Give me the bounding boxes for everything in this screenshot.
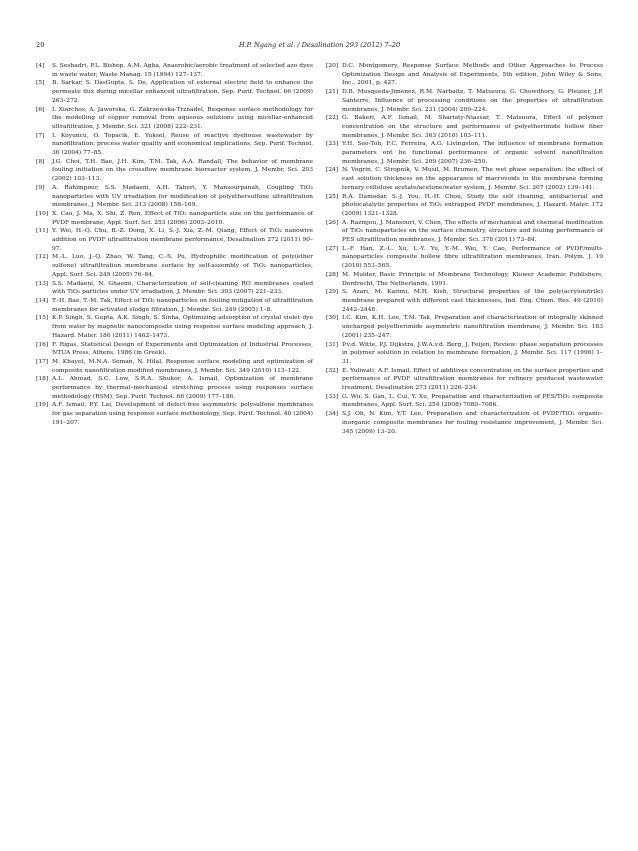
reference-number: [14] (36, 296, 49, 304)
reference-text: G. Bakeri, A.F. Ismail, M. Shariaty-Niassar, T. Matsuura, Effect of polymer concentration on the structure and performance of polyetherimide hollow fiber membranes, J. Membr. Sci. 363 (2010) 103–111. (342, 114, 603, 139)
reference-text: T.-H. Bae, T.-M. Tak, Effect of TiO₂ nanoparticles on fouling mitigation of ultrafiltration membranes for activated sludge filtration, J. Membr. Sci. 249 (2005) 1–8. (52, 296, 313, 313)
reference-number: [31] (326, 340, 339, 348)
reference-text: K.P. Singh, S. Gupta, A.K. Singh, S. Sinha, Optimizing adsorption of crystal violet dye from water by magnetic nanocomposite using response surface modeling approach, J. Hazard. Mater. 186 (2011) 1462–1473. (52, 314, 313, 339)
reference-number: [4] (36, 62, 45, 69)
reference-entry (36, 280, 313, 297)
reference-text: G. Wu, S. Gan, L. Cui, Y. Xu, Preparation and characterization of PES/TiO₂ composite membranes, Appl. Surf. Sci. 254 (2008) 7080–7086. (342, 392, 603, 409)
reference-entry (326, 62, 603, 88)
reference-number: [12] (36, 253, 49, 261)
reference-number: [10] (36, 209, 49, 217)
references-right-column (326, 62, 603, 436)
reference-text: E. Yuliwati, A.F. Ismail, Effect of additives concentration on the surface properties and performance of PVDF ultrafiltration membranes for refinery produced wastewater treatment, Desalination 273 (2011) 226–234. (342, 366, 603, 392)
reference-entry (36, 297, 313, 314)
reference-text: S.S. Madaeni, N. Ghaemi, Characterization of self-cleaning RO membranes coated with TiO₂ particles under UV irradiation, J. Membr. Sci. 303 (2007) 221–233. (52, 279, 313, 296)
reference-number: [9] (36, 183, 45, 191)
reference-entry (326, 288, 603, 314)
reference-entry (326, 271, 603, 288)
reference-text: M.-L. Luo, J.-Q. Zhao, W. Tang, C.-S. Pu, Hydrophilic modification of poly(ether sulfone) ultrafiltration membrane surface by self-assembly of TiO₂ nanoparticles, Appl. Surf. Sci. 249 (2005) 76–84. (52, 253, 313, 278)
reference-text: S. Seshadri, P.L. Bishop, A.M. Agha, Anaerobic/aerobic treatment of selected azo dyes in waste water, Waste Manag. 15 (1994) 127–137. (52, 62, 313, 78)
reference-number: [27] (326, 244, 339, 252)
reference-entry (326, 314, 603, 340)
reference-text: Y.H. See-Toh, F.C. Ferreira, A.G. Livingston, The influence of membrane formation parameters ont he functional performance of organic solvent nanofiltration membranes, J. Membr. Sci. 209 (2007) 236–250. (342, 140, 603, 165)
reference-entry (36, 79, 313, 105)
reference-number: [13] (36, 279, 49, 287)
reference-number: [26] (326, 218, 339, 226)
reference-number: [20] (326, 62, 339, 69)
reference-entry (36, 375, 313, 401)
reference-text: A.F. Ismail, P.Y. Lai, Development of defect-free asymmetric polysulfone membranes for gas separation using response surface methodology, Sep. Purif. Technol. 40 (2004) 191–207. (52, 401, 313, 426)
reference-number: [7] (36, 131, 45, 139)
reference-entry (36, 341, 313, 358)
running-title: H.P. Ngang et al. / Desalination 293 (2012) 7–20 (238, 41, 401, 49)
reference-text: J.G. Choi, T.H. Bae, J.H. Kim, T.M. Tak, A.A. Randall, The behavior of membrane fouling initiation on the crossflow membrane bioreactor system, J. Membr. Sci. 203 (2002) 103–113. (52, 157, 313, 183)
reference-text: D.B. Mosqueda-Jimenez, R.M. Narbaitz, T. Matsuura, G. Chowdhury, G. Pleizier, J.P. Santerre, Influence of processing conditions on the properties of ultrafiltration membranes, J. Membr. Sci. 231 (2004) 209–224. (342, 88, 603, 113)
reference-number: [32] (326, 366, 339, 374)
reference-entry (36, 314, 313, 340)
reference-number: [33] (326, 392, 339, 400)
reference-text: Y. Wei, H.-Q. Chu, B.-Z. Dong, X. Li, S.-J. Xia, Z.-M. Qiang, Effect of TiO₂ nanowire addition on PVDF ultrafiltration membrane performance, Desalination 272 (2011) 90–97. (52, 227, 313, 252)
reference-text: S. Azari, M. Karimi, M.H. Kish, Structural properties of the poly(acrylonitrile) membrane prepared with different cast thicknesses, Ind. Eng. Chem. Res. 49 (2010) 2442–2448. (342, 288, 603, 313)
reference-number: [19] (36, 401, 49, 409)
reference-entry (36, 253, 313, 279)
page-header (36, 39, 603, 51)
reference-entry (36, 184, 313, 210)
reference-text: I.C. Kim, K.H. Lee, T.M. Tak, Preparation and characterization of integrally skinned uncharged polyetherimide asymmetric nanofiltration membrane, J. Membr. Sci. 183 (2001) 235–247. (342, 314, 603, 339)
reference-text: N. Vogrin, C. Stropnik, V. Musil, M. Brumen, The wet phase separation: the effect of cast solution thickness on the appearance of macrovoids in the membrane forming ternary cellulose acetate/acetone/water system, J. Membr. Sci. 207 (2002) 139–141. (342, 166, 603, 191)
reference-entry (326, 166, 603, 192)
reference-entry (36, 106, 313, 132)
reference-number: [24] (326, 166, 339, 174)
reference-number: [18] (36, 375, 49, 383)
reference-number: [28] (326, 270, 339, 278)
reference-text: R.A. Damodar, S.-J. You, H.-H. Chou, Study the self cleaning, antibacterial and photocatalytic properties of TiO₂ entrapped PVDF membranes, J. Hazard. Mater. 172 (2009) 1321–1328. (342, 192, 603, 217)
reference-number: [17] (36, 357, 49, 365)
reference-entry (36, 358, 313, 375)
reference-number: [22] (326, 114, 339, 122)
reference-entry (36, 401, 313, 427)
reference-number: [23] (326, 140, 339, 148)
reference-entry (326, 219, 603, 245)
reference-entry (326, 245, 603, 271)
reference-entry (36, 158, 313, 184)
reference-number: [16] (36, 340, 49, 348)
reference-text: P.v.d. Witte, P.J. Dijkstra, J.W.A.v.d. Berg, J. Feijen, Review: phase separation processes in polymer solution in relation to membrane formation, J. Membr. Sci. 117 (1996) 1–31. (342, 340, 603, 365)
reference-number: [11] (36, 227, 49, 235)
reference-entry (36, 210, 313, 227)
reference-entry (326, 88, 603, 114)
reference-number: [30] (326, 314, 339, 322)
reference-entry (36, 132, 313, 158)
reference-text: F. Rigas, Statistical Design of Experiments and Optimization of Industrial Processes, NTUA Press, Athens, 1986 (in Greek). (52, 340, 313, 357)
reference-entry (326, 140, 603, 166)
reference-entry (326, 193, 603, 219)
reference-text: M. Khayet, M.N.A. Seman, N. Hilal, Response surface modeling and optimization of composite nanofiltration modified membranes, J. Membr. Sci. 349 (2010) 113–122. (52, 357, 313, 374)
reference-text: X. Cao, J. Ma, X. Shi, Z. Ren, Effect of TiO₂ nanoparticle size on the performance of PVDF membrane, Appl. Surf. Sci. 253 (2006) 2003–2010. (52, 209, 313, 226)
reference-text: D.C. Montgomery, Response Surface Methods and Other Approaches to Process Optimization Design and Analysis of Experiments, 5th edition, John Wiley & Sons, Inc., 2001, p. 427. (342, 62, 603, 87)
reference-text: B. Sarkar, S. DasGupta, S. De, Application of external electric field to enhance the permeate flux during micellar enhanced ultrafiltration, Sep. Purif. Technol. 66 (2009) 263–272. (52, 79, 313, 104)
reference-number: [6] (36, 105, 45, 113)
reference-number: [8] (36, 157, 45, 165)
reference-number: [34] (326, 410, 339, 418)
reference-entry (326, 341, 603, 367)
reference-number: [15] (36, 314, 49, 322)
reference-entry (326, 410, 603, 436)
reference-text: M. Mulder, Basic Principle of Membrane Technology, Kluwer Academic Publishers, Dordrecht, The Netherlands, 1991. (342, 270, 603, 287)
reference-entry (326, 367, 603, 393)
reference-text: A. Razmjou, J. Mansouri, V. Chen, The effects of mechanical and chemical modification of TiO₂ nanoparticles on the surface chemistry, structure and fouling performance of PES ultrafiltration membranes, J. Membr. Sci. 378 (2011) 73–84. (342, 218, 603, 244)
reference-entry (326, 393, 603, 410)
reference-entry (36, 62, 313, 79)
reference-number: [25] (326, 192, 339, 200)
reference-number: [21] (326, 88, 339, 96)
reference-text: I. Xiarchos, A. Jaworska, G. Zakrzewska-Trznadel, Response surface methodology for the modelling of copper removal from aqueous solutions using micellar-enhanced ultrafiltration, J. Membr. Sci. 321 (2008) 222–231. (52, 105, 313, 130)
reference-text: A.L. Ahmad, S.C. Low, S.R.A. Shukor, A. Ismail, Optimization of membrane performance by thermal–mechanical stretching process using responses surface methodology (RSM), Sep. Purif. Technol. 66 (2009) 177–186. (52, 375, 313, 400)
reference-text: S.J. Oh, N. Kim, Y.T. Lee, Preparation and characterization of PVDF/TiO₂ organic-inorganic composite membranes for fouling resistance improvement, J. Membr. Sci. 345 (2009) 13–20. (342, 410, 603, 435)
reference-text: A. Rahimpour, S.S. Madaeni, A.H. Taheri, Y. Mansourpanah, Coupling TiO₂ nanoparticles with UV irradiation for modification of polyethersulfone ultrafiltration membranes, J. Membr. Sci. 313 (2008) 158–169. (52, 183, 313, 209)
references-left-column (36, 62, 313, 428)
reference-text: L.-F. Han, Z.-L. Xu, L.-Y. Yu, Y.-M. Wei, Y. Cao, Performance of PVDF/multi-nanoparticles composite hollow fibre ultrafiltration membranes, Iran. Polym. J. 19 (2010) 553–565. (342, 244, 603, 270)
reference-text: I. Koyuncu, O. Topacik, E. Yuksel, Reuse of reactive dyehouse wastewater by nanofiltration: process water quality and economical implications, Sep. Purif. Technol. 36 (2004) 77–85. (52, 131, 313, 157)
reference-entry (36, 227, 313, 253)
page-number: 20 (36, 41, 45, 49)
reference-number: [5] (36, 79, 45, 87)
reference-entry (326, 114, 603, 140)
reference-number: [29] (326, 288, 339, 296)
